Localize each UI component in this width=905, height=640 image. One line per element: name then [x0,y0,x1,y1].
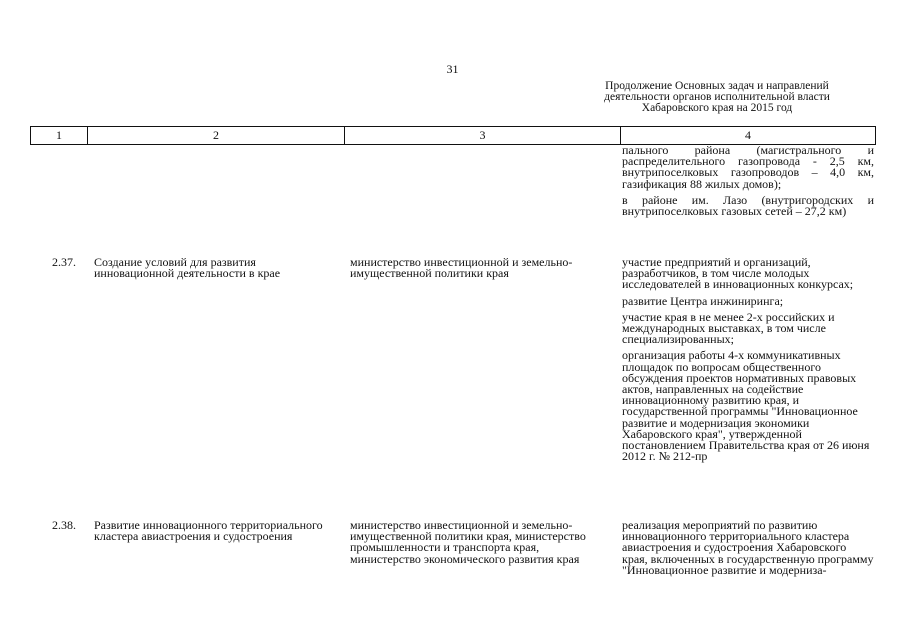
task-number: 2.37. [52,255,76,269]
column-number: 3 [345,127,621,145]
result-item: развитие Центра инжиниринга; [622,293,784,308]
results-cell [622,145,874,217]
result-item: участие предприятий и организаций, разработчиков, в том числе молодых исследователей в инновационных конкурсах; [622,255,854,292]
result-item: пального района (магистрального и распределительного газопровода - 2,5 км, внутрипоселковых газопроводов – 4,0 км, газификация 88 жилых домов); [622,143,874,191]
running-head [567,81,867,114]
result-item: участие края в не менее 2-х российских и международных выставках, в том числе специализированных; [622,309,835,347]
task-text: Развитие инновационного территориального кластера авиастроения и судостроения [94,518,323,544]
result-item: реализация мероприятий по развитию инновационного территориального кластера авиастроения и судостроения Хабаровского края, включенных в государственную программу "Инновационное развитие и модерниза- [622,518,874,577]
continuation-row [30,145,875,257]
running-head-line: Хабаровского края на 2015 год [641,102,793,114]
results-cell [622,520,874,576]
task-number: 2.38. [52,518,76,532]
column-number: 1 [31,127,88,145]
responsible-text: министерство инвестиционной и земельно-имущественной политики края [350,255,573,281]
responsible-text: министерство инвестиционной и земельно-имущественной политики края, министерство промышленности и транспорта края, министерство экономического развития края [350,518,586,566]
task-text: Создание условий для развития инновационной деятельности в крае [94,255,281,281]
running-head-line: Продолжение Основных задач и направлений [605,80,829,92]
results-cell [622,257,874,462]
result-item: организация работы 4-х коммуникативных площадок по вопросам общественного обсуждения проектов нормативных правовых актов, направленных на содействие инновационному развитию края, и государственной программы "Инновационное развитие и модернизация экономики Хабаровского края", утвержденной постановлением Правительства края от 26 июня 2012 г. № 212-пр [622,348,870,464]
table-row [30,520,875,600]
column-number: 4 [621,127,876,145]
result-item: в районе им. Лазо (внутригородских и внутрипоселковых газовых сетей – 27,2 км) [622,192,874,219]
table-row [30,257,875,520]
running-head-line: деятельности органов исполнительной власти [604,91,830,103]
page-number: 31 [446,62,459,76]
column-number: 2 [88,127,345,145]
table-body [30,145,875,600]
